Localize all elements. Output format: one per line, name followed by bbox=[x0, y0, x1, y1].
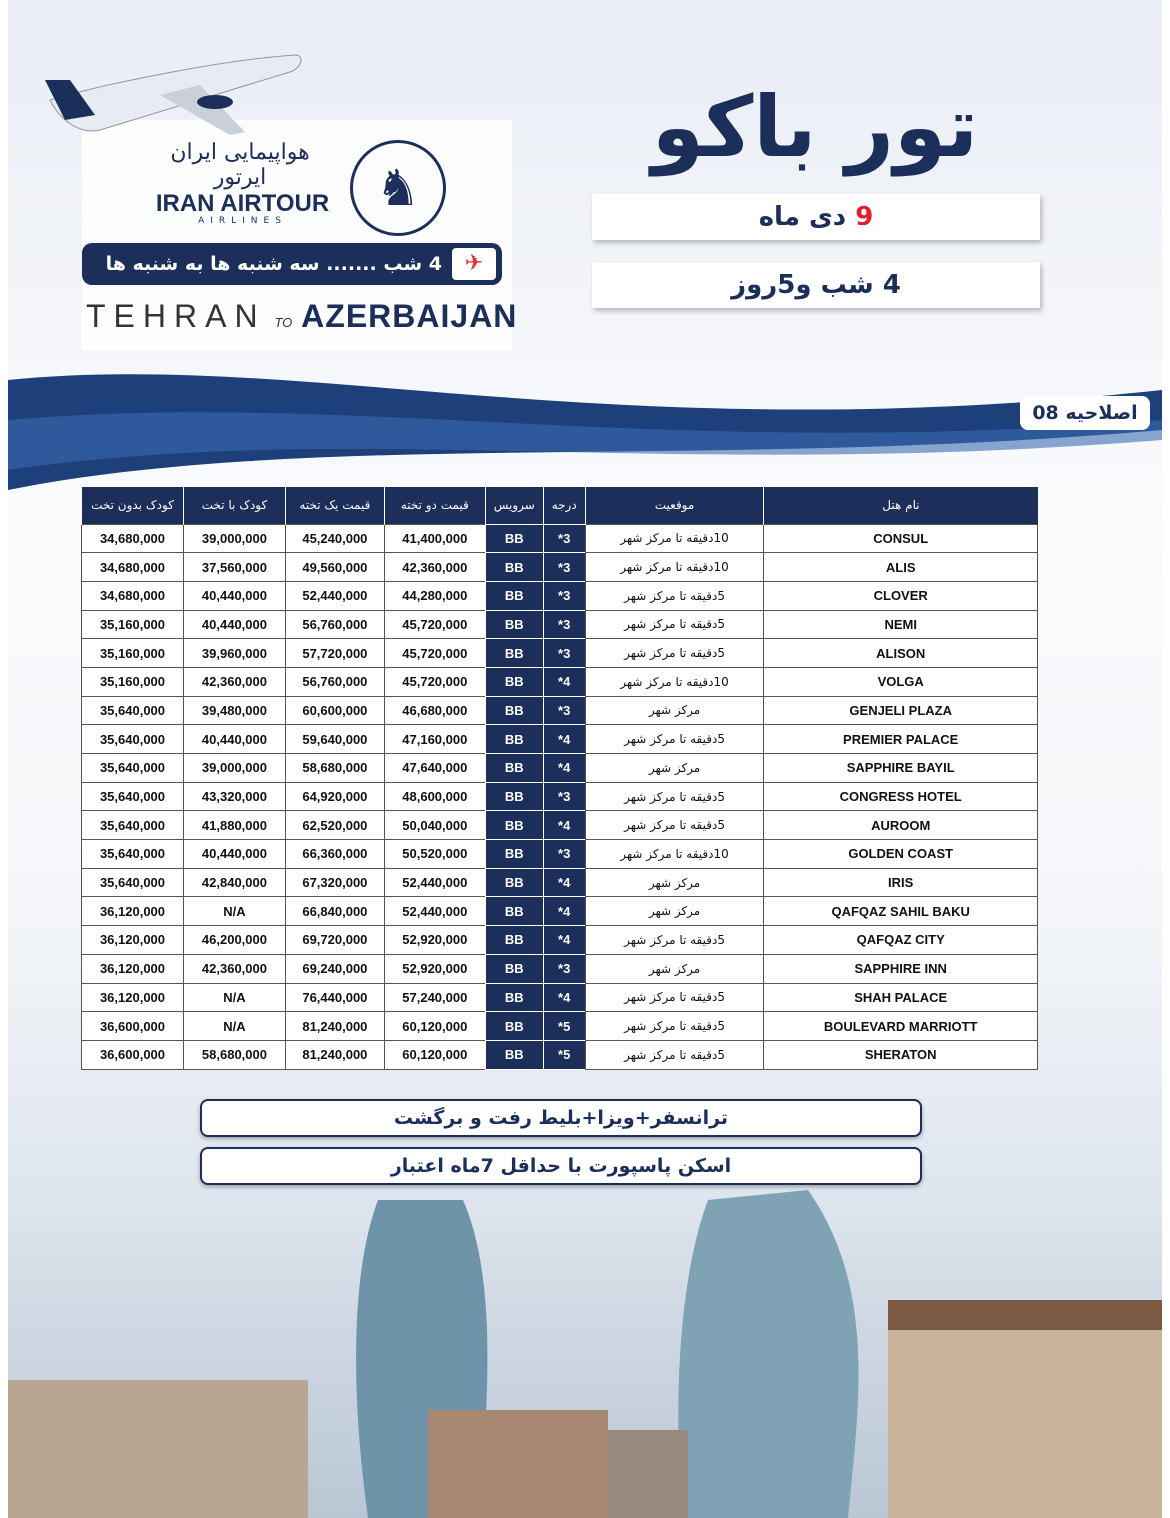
table-cell: 40,440,000 bbox=[184, 581, 286, 610]
table-cell: BB bbox=[485, 610, 543, 639]
airplane-icon: ✈ bbox=[452, 248, 496, 280]
table-cell: GOLDEN COAST bbox=[764, 840, 1038, 869]
airplane-image bbox=[40, 40, 310, 150]
table-cell: 4* bbox=[543, 926, 585, 955]
table-cell: NEMI bbox=[764, 610, 1038, 639]
table-cell: AUROOM bbox=[764, 811, 1038, 840]
airline-sub: AIRLINES bbox=[198, 216, 287, 226]
table-cell: 4* bbox=[543, 667, 585, 696]
table-cell: 47,160,000 bbox=[384, 725, 485, 754]
table-cell: BB bbox=[485, 639, 543, 668]
page-title: تور باکو bbox=[651, 78, 979, 176]
decorative-wave bbox=[8, 360, 1162, 500]
duration-pill bbox=[592, 262, 1040, 308]
route-to: AZERBAIJAN bbox=[301, 298, 518, 334]
table-cell: 45,720,000 bbox=[384, 667, 485, 696]
inclusions-note: ترانسفر+ویزا+بلیط رفت و برگشت bbox=[200, 1099, 922, 1137]
table-cell: 45,720,000 bbox=[384, 639, 485, 668]
table-cell: 69,240,000 bbox=[285, 954, 384, 983]
table-row bbox=[82, 696, 1038, 725]
table-cell: 35,160,000 bbox=[82, 667, 184, 696]
table-cell: 4* bbox=[543, 868, 585, 897]
table-cell: 39,000,000 bbox=[184, 524, 286, 553]
table-cell: 45,240,000 bbox=[285, 524, 384, 553]
table-row bbox=[82, 639, 1038, 668]
table-cell: BB bbox=[485, 553, 543, 582]
table-cell: 60,600,000 bbox=[285, 696, 384, 725]
table-cell: BB bbox=[485, 581, 543, 610]
table-cell: 42,360,000 bbox=[384, 553, 485, 582]
table-cell: 45,720,000 bbox=[384, 610, 485, 639]
airline-name-fa: هواپیمایی ایران ایرتور bbox=[170, 140, 310, 190]
table-cell: BB bbox=[485, 954, 543, 983]
table-cell: 62,520,000 bbox=[285, 811, 384, 840]
table-cell: 52,440,000 bbox=[384, 897, 485, 926]
table-cell: مرکز شهر bbox=[585, 897, 764, 926]
table-row bbox=[82, 782, 1038, 811]
table-cell: 35,160,000 bbox=[82, 610, 184, 639]
table-cell: 64,920,000 bbox=[285, 782, 384, 811]
table-cell: BOULEVARD MARRIOTT bbox=[764, 1012, 1038, 1041]
table-cell: 52,440,000 bbox=[384, 868, 485, 897]
table-row bbox=[82, 983, 1038, 1012]
table-cell: 66,840,000 bbox=[285, 897, 384, 926]
route-text bbox=[86, 298, 517, 335]
table-cell: 35,640,000 bbox=[82, 725, 184, 754]
table-cell: 4* bbox=[543, 983, 585, 1012]
table-cell: 3* bbox=[543, 581, 585, 610]
table-cell: BB bbox=[485, 811, 543, 840]
column-header: کودک بدون تخت bbox=[82, 487, 184, 524]
column-header: قیمت یک تخته bbox=[285, 487, 384, 524]
table-cell: ALISON bbox=[764, 639, 1038, 668]
table-row bbox=[82, 1040, 1038, 1069]
column-header: موقعیت bbox=[585, 487, 764, 524]
table-cell: 35,640,000 bbox=[82, 696, 184, 725]
table-cell: 36,600,000 bbox=[82, 1012, 184, 1041]
table-cell: 3* bbox=[543, 954, 585, 983]
table-cell: 56,760,000 bbox=[285, 667, 384, 696]
table-cell: 57,720,000 bbox=[285, 639, 384, 668]
table-cell: 81,240,000 bbox=[285, 1040, 384, 1069]
column-header: نام هتل bbox=[764, 487, 1038, 524]
table-cell: 58,680,000 bbox=[184, 1040, 286, 1069]
table-row bbox=[82, 524, 1038, 553]
table-cell: CONSUL bbox=[764, 524, 1038, 553]
table-cell: 34,680,000 bbox=[82, 524, 184, 553]
date-pill bbox=[592, 194, 1040, 240]
table-cell: 5دقیقه تا مرکز شهر bbox=[585, 1012, 764, 1041]
table-cell: 39,480,000 bbox=[184, 696, 286, 725]
table-cell: BB bbox=[485, 983, 543, 1012]
route-from: TEHRAN bbox=[86, 298, 266, 334]
table-cell: CONGRESS HOTEL bbox=[764, 782, 1038, 811]
column-header: درجه bbox=[543, 487, 585, 524]
table-row bbox=[82, 811, 1038, 840]
table-cell: 60,120,000 bbox=[384, 1040, 485, 1069]
table-cell: 60,120,000 bbox=[384, 1012, 485, 1041]
table-cell: 41,880,000 bbox=[184, 811, 286, 840]
table-cell: 39,960,000 bbox=[184, 639, 286, 668]
table-cell: مرکز شهر bbox=[585, 868, 764, 897]
table-cell: 10دقیقه تا مرکز شهر bbox=[585, 524, 764, 553]
table-cell: PREMIER PALACE bbox=[764, 725, 1038, 754]
table-cell: 3* bbox=[543, 524, 585, 553]
table-cell: 66,360,000 bbox=[285, 840, 384, 869]
table-cell: 3* bbox=[543, 840, 585, 869]
table-cell: 3* bbox=[543, 696, 585, 725]
table-row bbox=[82, 610, 1038, 639]
table-cell: 36,120,000 bbox=[82, 954, 184, 983]
table-cell: مرکز شهر bbox=[585, 754, 764, 783]
table-cell: 81,240,000 bbox=[285, 1012, 384, 1041]
table-cell: BB bbox=[485, 897, 543, 926]
table-cell: 5* bbox=[543, 1012, 585, 1041]
table-cell: 69,720,000 bbox=[285, 926, 384, 955]
table-cell: 35,640,000 bbox=[82, 782, 184, 811]
table-cell: 5دقیقه تا مرکز شهر bbox=[585, 983, 764, 1012]
table-cell: BB bbox=[485, 1012, 543, 1041]
table-cell: 34,680,000 bbox=[82, 553, 184, 582]
table-cell: 59,640,000 bbox=[285, 725, 384, 754]
table-cell: 47,640,000 bbox=[384, 754, 485, 783]
table-cell: 3* bbox=[543, 553, 585, 582]
table-cell: 42,360,000 bbox=[184, 667, 286, 696]
table-cell: 41,400,000 bbox=[384, 524, 485, 553]
table-cell: 5دقیقه تا مرکز شهر bbox=[585, 639, 764, 668]
table-cell: SHAH PALACE bbox=[764, 983, 1038, 1012]
table-row bbox=[82, 954, 1038, 983]
table-cell: 5دقیقه تا مرکز شهر bbox=[585, 926, 764, 955]
table-row bbox=[82, 553, 1038, 582]
table-row bbox=[82, 1012, 1038, 1041]
table-row bbox=[82, 667, 1038, 696]
table-cell: 36,120,000 bbox=[82, 926, 184, 955]
table-cell: 5دقیقه تا مرکز شهر bbox=[585, 581, 764, 610]
table-cell: 43,320,000 bbox=[184, 782, 286, 811]
table-cell: BB bbox=[485, 840, 543, 869]
table-cell: 5دقیقه تا مرکز شهر bbox=[585, 1040, 764, 1069]
table-cell: 52,920,000 bbox=[384, 926, 485, 955]
table-cell: SAPPHIRE BAYIL bbox=[764, 754, 1038, 783]
table-cell: 5دقیقه تا مرکز شهر bbox=[585, 782, 764, 811]
table-cell: 37,560,000 bbox=[184, 553, 286, 582]
table-cell: 40,440,000 bbox=[184, 610, 286, 639]
table-cell: 40,440,000 bbox=[184, 840, 286, 869]
table-cell: BB bbox=[485, 725, 543, 754]
table-row bbox=[82, 926, 1038, 955]
table-cell: 34,680,000 bbox=[82, 581, 184, 610]
table-cell: 76,440,000 bbox=[285, 983, 384, 1012]
column-header: قیمت دو تخته bbox=[384, 487, 485, 524]
table-cell: VOLGA bbox=[764, 667, 1038, 696]
table-cell: 50,520,000 bbox=[384, 840, 485, 869]
table-cell: 35,160,000 bbox=[82, 639, 184, 668]
table-cell: CLOVER bbox=[764, 581, 1038, 610]
table-cell: 3* bbox=[543, 639, 585, 668]
table-row bbox=[82, 897, 1038, 926]
table-cell: 5دقیقه تا مرکز شهر bbox=[585, 610, 764, 639]
table-cell: 44,280,000 bbox=[384, 581, 485, 610]
table-row bbox=[82, 840, 1038, 869]
schedule-banner bbox=[82, 243, 502, 285]
route-to-word: TO bbox=[274, 315, 293, 330]
table-cell: 42,360,000 bbox=[184, 954, 286, 983]
table-cell: BB bbox=[485, 782, 543, 811]
table-cell: 42,840,000 bbox=[184, 868, 286, 897]
hotel-price-table bbox=[81, 487, 1038, 1070]
duration-text: 4 شب و5روز bbox=[731, 270, 901, 300]
table-row bbox=[82, 725, 1038, 754]
table-cell: 35,640,000 bbox=[82, 811, 184, 840]
table-cell: 4* bbox=[543, 811, 585, 840]
table-cell: مرکز شهر bbox=[585, 696, 764, 725]
table-header-row bbox=[82, 487, 1038, 524]
date-text: دی ماه bbox=[758, 202, 847, 232]
table-cell: N/A bbox=[184, 897, 286, 926]
table-cell: 5دقیقه تا مرکز شهر bbox=[585, 811, 764, 840]
table-cell: 40,440,000 bbox=[184, 725, 286, 754]
table-cell: BB bbox=[485, 868, 543, 897]
table-cell: QAFQAZ CITY bbox=[764, 926, 1038, 955]
schedule-text: 4 شب ....... سه شنبه ها به شنبه ها bbox=[105, 253, 442, 275]
table-cell: N/A bbox=[184, 1012, 286, 1041]
table-cell: SHERATON bbox=[764, 1040, 1038, 1069]
table-cell: مرکز شهر bbox=[585, 954, 764, 983]
table-cell: ALIS bbox=[764, 553, 1038, 582]
table-row bbox=[82, 754, 1038, 783]
table-cell: BB bbox=[485, 754, 543, 783]
date-number: 9 bbox=[855, 202, 874, 232]
table-cell: 10دقیقه تا مرکز شهر bbox=[585, 667, 764, 696]
table-cell: 35,640,000 bbox=[82, 868, 184, 897]
table-cell: 48,600,000 bbox=[384, 782, 485, 811]
table-cell: 36,600,000 bbox=[82, 1040, 184, 1069]
table-cell: 3* bbox=[543, 610, 585, 639]
table-cell: 52,920,000 bbox=[384, 954, 485, 983]
table-cell: 5* bbox=[543, 1040, 585, 1069]
table-cell: 52,440,000 bbox=[285, 581, 384, 610]
table-cell: 39,000,000 bbox=[184, 754, 286, 783]
table-cell: 56,760,000 bbox=[285, 610, 384, 639]
table-cell: 5دقیقه تا مرکز شهر bbox=[585, 725, 764, 754]
table-cell: 4* bbox=[543, 897, 585, 926]
column-header: کودک با تخت bbox=[184, 487, 286, 524]
table-cell: BB bbox=[485, 926, 543, 955]
table-cell: BB bbox=[485, 667, 543, 696]
table-cell: 50,040,000 bbox=[384, 811, 485, 840]
table-cell: SAPPHIRE INN bbox=[764, 954, 1038, 983]
table-cell: 4* bbox=[543, 754, 585, 783]
table-cell: 57,240,000 bbox=[384, 983, 485, 1012]
table-cell: 46,680,000 bbox=[384, 696, 485, 725]
revision-badge: اصلاحیه 08 bbox=[1020, 396, 1150, 430]
table-cell: N/A bbox=[184, 983, 286, 1012]
table-cell: 4* bbox=[543, 725, 585, 754]
airline-logo: ♞ bbox=[350, 140, 446, 236]
table-cell: 10دقیقه تا مرکز شهر bbox=[585, 840, 764, 869]
table-row bbox=[82, 581, 1038, 610]
table-cell: 46,200,000 bbox=[184, 926, 286, 955]
table-cell: BB bbox=[485, 696, 543, 725]
table-cell: 35,640,000 bbox=[82, 754, 184, 783]
table-cell: 36,120,000 bbox=[82, 983, 184, 1012]
table-cell: 36,120,000 bbox=[82, 897, 184, 926]
table-cell: 3* bbox=[543, 782, 585, 811]
airline-name-en: IRAN AIRTOUR bbox=[155, 190, 330, 217]
table-cell: 10دقیقه تا مرکز شهر bbox=[585, 553, 764, 582]
table-row bbox=[82, 868, 1038, 897]
table-cell: GENJELI PLAZA bbox=[764, 696, 1038, 725]
table-cell: 49,560,000 bbox=[285, 553, 384, 582]
table-cell: 35,640,000 bbox=[82, 840, 184, 869]
column-header: سرویس bbox=[485, 487, 543, 524]
table-cell: 58,680,000 bbox=[285, 754, 384, 783]
table-cell: 67,320,000 bbox=[285, 868, 384, 897]
table-cell: BB bbox=[485, 524, 543, 553]
passport-note: اسکن پاسپورت با حداقل 7ماه اعتبار bbox=[200, 1147, 922, 1185]
table-cell: QAFQAZ SAHIL BAKU bbox=[764, 897, 1038, 926]
table-cell: IRIS bbox=[764, 868, 1038, 897]
baku-skyline-image bbox=[8, 1160, 1162, 1518]
table-cell: BB bbox=[485, 1040, 543, 1069]
